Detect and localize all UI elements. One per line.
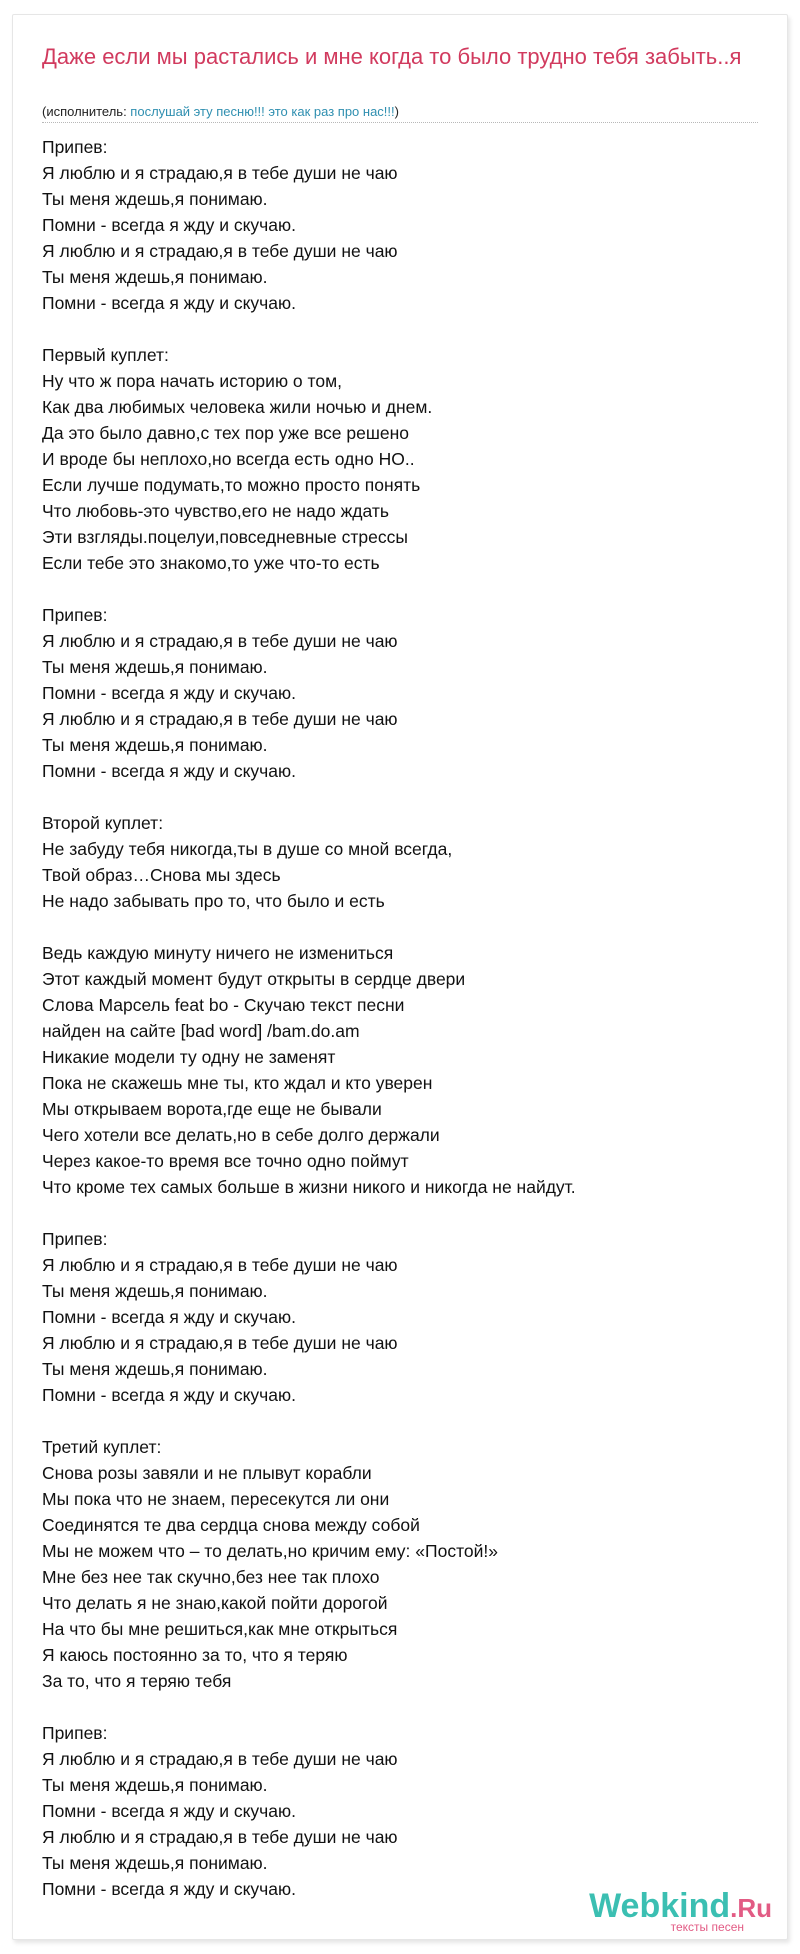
lyrics-stanza <box>42 342 762 576</box>
lyrics-line: Не надо забывать про то, что было и есть <box>42 891 385 911</box>
song-title: Даже если мы растались и мне когда то было трудно тебя забыть..я <box>42 44 742 69</box>
lyrics-line: Я люблю и я страдаю,я в тебе души не чаю <box>42 1333 398 1353</box>
lyrics-line: Припев: <box>42 137 108 157</box>
lyrics-line: Помни - всегда я жду и скучаю. <box>42 683 297 703</box>
lyrics-line: Никакие модели ту одну не заменят <box>42 1047 336 1067</box>
lyrics-line: Ты меня ждешь,я понимаю. <box>42 189 268 209</box>
lyrics-line: Мы пока что не знаем, пересекутся ли они <box>42 1489 390 1509</box>
lyrics-line: Ты меня ждешь,я понимаю. <box>42 1359 268 1379</box>
lyrics-line: Помни - всегда я жду и скучаю. <box>42 215 297 235</box>
lyrics-line: Помни - всегда я жду и скучаю. <box>42 293 297 313</box>
lyrics-line: Эти взгляды.поцелуи,повседневные стрессы <box>42 527 408 547</box>
artist-line <box>42 103 399 121</box>
site-logo[interactable] <box>572 1888 772 1932</box>
lyrics-line: Ну что ж пора начать историю о том, <box>42 371 342 391</box>
lyrics-line: Я каюсь постоянно за то, что я теряю <box>42 1645 348 1665</box>
lyrics-line: Ты меня ждешь,я понимаю. <box>42 1281 268 1301</box>
lyrics-stanza <box>42 602 762 784</box>
lyrics-line: Я люблю и я страдаю,я в тебе души не чаю <box>42 163 398 183</box>
lyrics-stanza <box>42 810 762 914</box>
lyrics-line: Я люблю и я страдаю,я в тебе души не чаю <box>42 1255 398 1275</box>
lyrics-line: Я люблю и я страдаю,я в тебе души не чаю <box>42 1827 398 1847</box>
lyrics-line: Я люблю и я страдаю,я в тебе души не чаю <box>42 241 398 261</box>
logo-tagline: тексты песен <box>670 1920 744 1934</box>
lyrics-line: Помни - всегда я жду и скучаю. <box>42 761 297 781</box>
lyrics-line: найден на сайте [bad word] /bam.do.am <box>42 1021 360 1041</box>
lyrics-line: Я люблю и я страдаю,я в тебе души не чаю <box>42 709 398 729</box>
lyrics-line: Второй куплет: <box>42 813 164 833</box>
logo-main-text: Webkind <box>589 1887 731 1925</box>
lyrics-line: Я люблю и я страдаю,я в тебе души не чаю <box>42 631 398 651</box>
lyrics-line: Я люблю и я страдаю,я в тебе души не чаю <box>42 1749 398 1769</box>
lyrics-line: Первый куплет: <box>42 345 169 365</box>
lyrics-line: Мы не можем что – то делать,но кричим ему: «Постой!» <box>42 1541 498 1561</box>
lyrics-line: Да это было давно,с тех пор уже все решено <box>42 423 410 443</box>
lyrics-line: Припев: <box>42 1229 108 1249</box>
lyrics-line: Помни - всегда я жду и скучаю. <box>42 1385 297 1405</box>
lyrics-stanza <box>42 1434 762 1694</box>
lyrics-stanza <box>42 1226 762 1408</box>
lyrics-line: Мы открываем ворота,где еще не бывали <box>42 1099 382 1119</box>
lyrics-stanza <box>42 940 762 1200</box>
lyrics-line: Если лучше подумать,то можно просто понять <box>42 475 421 495</box>
lyrics-line: Ты меня ждешь,я понимаю. <box>42 267 268 287</box>
lyrics-line: Припев: <box>42 605 108 625</box>
lyrics-line: Соединятся те два сердца снова между собой <box>42 1515 420 1535</box>
lyrics-line: Не забуду тебя никогда,ты в душе со мной всегда, <box>42 839 453 859</box>
lyrics-line: Как два любимых человека жили ночью и днем. <box>42 397 433 417</box>
artist-prefix: (исполнитель: <box>42 104 131 119</box>
lyrics-line: Ты меня ждешь,я понимаю. <box>42 1775 268 1795</box>
lyrics-line: На что бы мне решиться,как мне открыться <box>42 1619 398 1639</box>
lyrics-line: Слова Марсель feat bo - Скучаю текст песни <box>42 995 405 1015</box>
lyrics-line: Припев: <box>42 1723 108 1743</box>
lyrics-line: Снова розы завяли и не плывут корабли <box>42 1463 372 1483</box>
lyrics-line: Если тебе это знакомо,то уже что-то есть <box>42 553 380 573</box>
lyrics-line: Помни - всегда я жду и скучаю. <box>42 1879 297 1899</box>
lyrics-line: Через какое-то время все точно одно поймут <box>42 1151 409 1171</box>
lyrics-stanza <box>42 134 762 316</box>
lyrics-line: Чего хотели все делать,но в себе долго держали <box>42 1125 440 1145</box>
lyrics-line: Пока не скажешь мне ты, кто ждал и кто уверен <box>42 1073 433 1093</box>
lyrics-line: Что делать я не знаю,какой пойти дорогой <box>42 1593 388 1613</box>
lyrics-line: И вроде бы неплохо,но всегда есть одно НО.. <box>42 449 415 469</box>
lyrics-stanza <box>42 1720 762 1902</box>
lyrics-line: Мне без нее так скучно,без нее так плохо <box>42 1567 380 1587</box>
lyrics-line: Ты меня ждешь,я понимаю. <box>42 735 268 755</box>
lyrics-line: Третий куплет: <box>42 1437 162 1457</box>
lyrics-line: Ведь каждую минуту ничего не измениться <box>42 943 394 963</box>
dotted-divider <box>42 122 758 123</box>
lyrics-text <box>42 134 762 1928</box>
lyrics-line: Помни - всегда я жду и скучаю. <box>42 1801 297 1821</box>
lyrics-line: Помни - всегда я жду и скучаю. <box>42 1307 297 1327</box>
artist-link[interactable]: послушай эту песню!!! это как раз про нас!!! <box>130 104 395 119</box>
lyrics-line: Что любовь-это чувство,его не надо ждать <box>42 501 389 521</box>
lyrics-line: За то, что я теряю тебя <box>42 1671 232 1691</box>
artist-suffix: ) <box>394 104 399 119</box>
lyrics-line: Ты меня ждешь,я понимаю. <box>42 657 268 677</box>
lyrics-line: Что кроме тех самых больше в жизни никого и никогда не найдут. <box>42 1177 576 1197</box>
lyrics-line: Ты меня ждешь,я понимаю. <box>42 1853 268 1873</box>
lyrics-line: Твой образ…Снова мы здесь <box>42 865 281 885</box>
lyrics-line: Этот каждый момент будут открыты в сердце двери <box>42 969 466 989</box>
logo-domain-suffix: .Ru <box>730 1893 772 1923</box>
